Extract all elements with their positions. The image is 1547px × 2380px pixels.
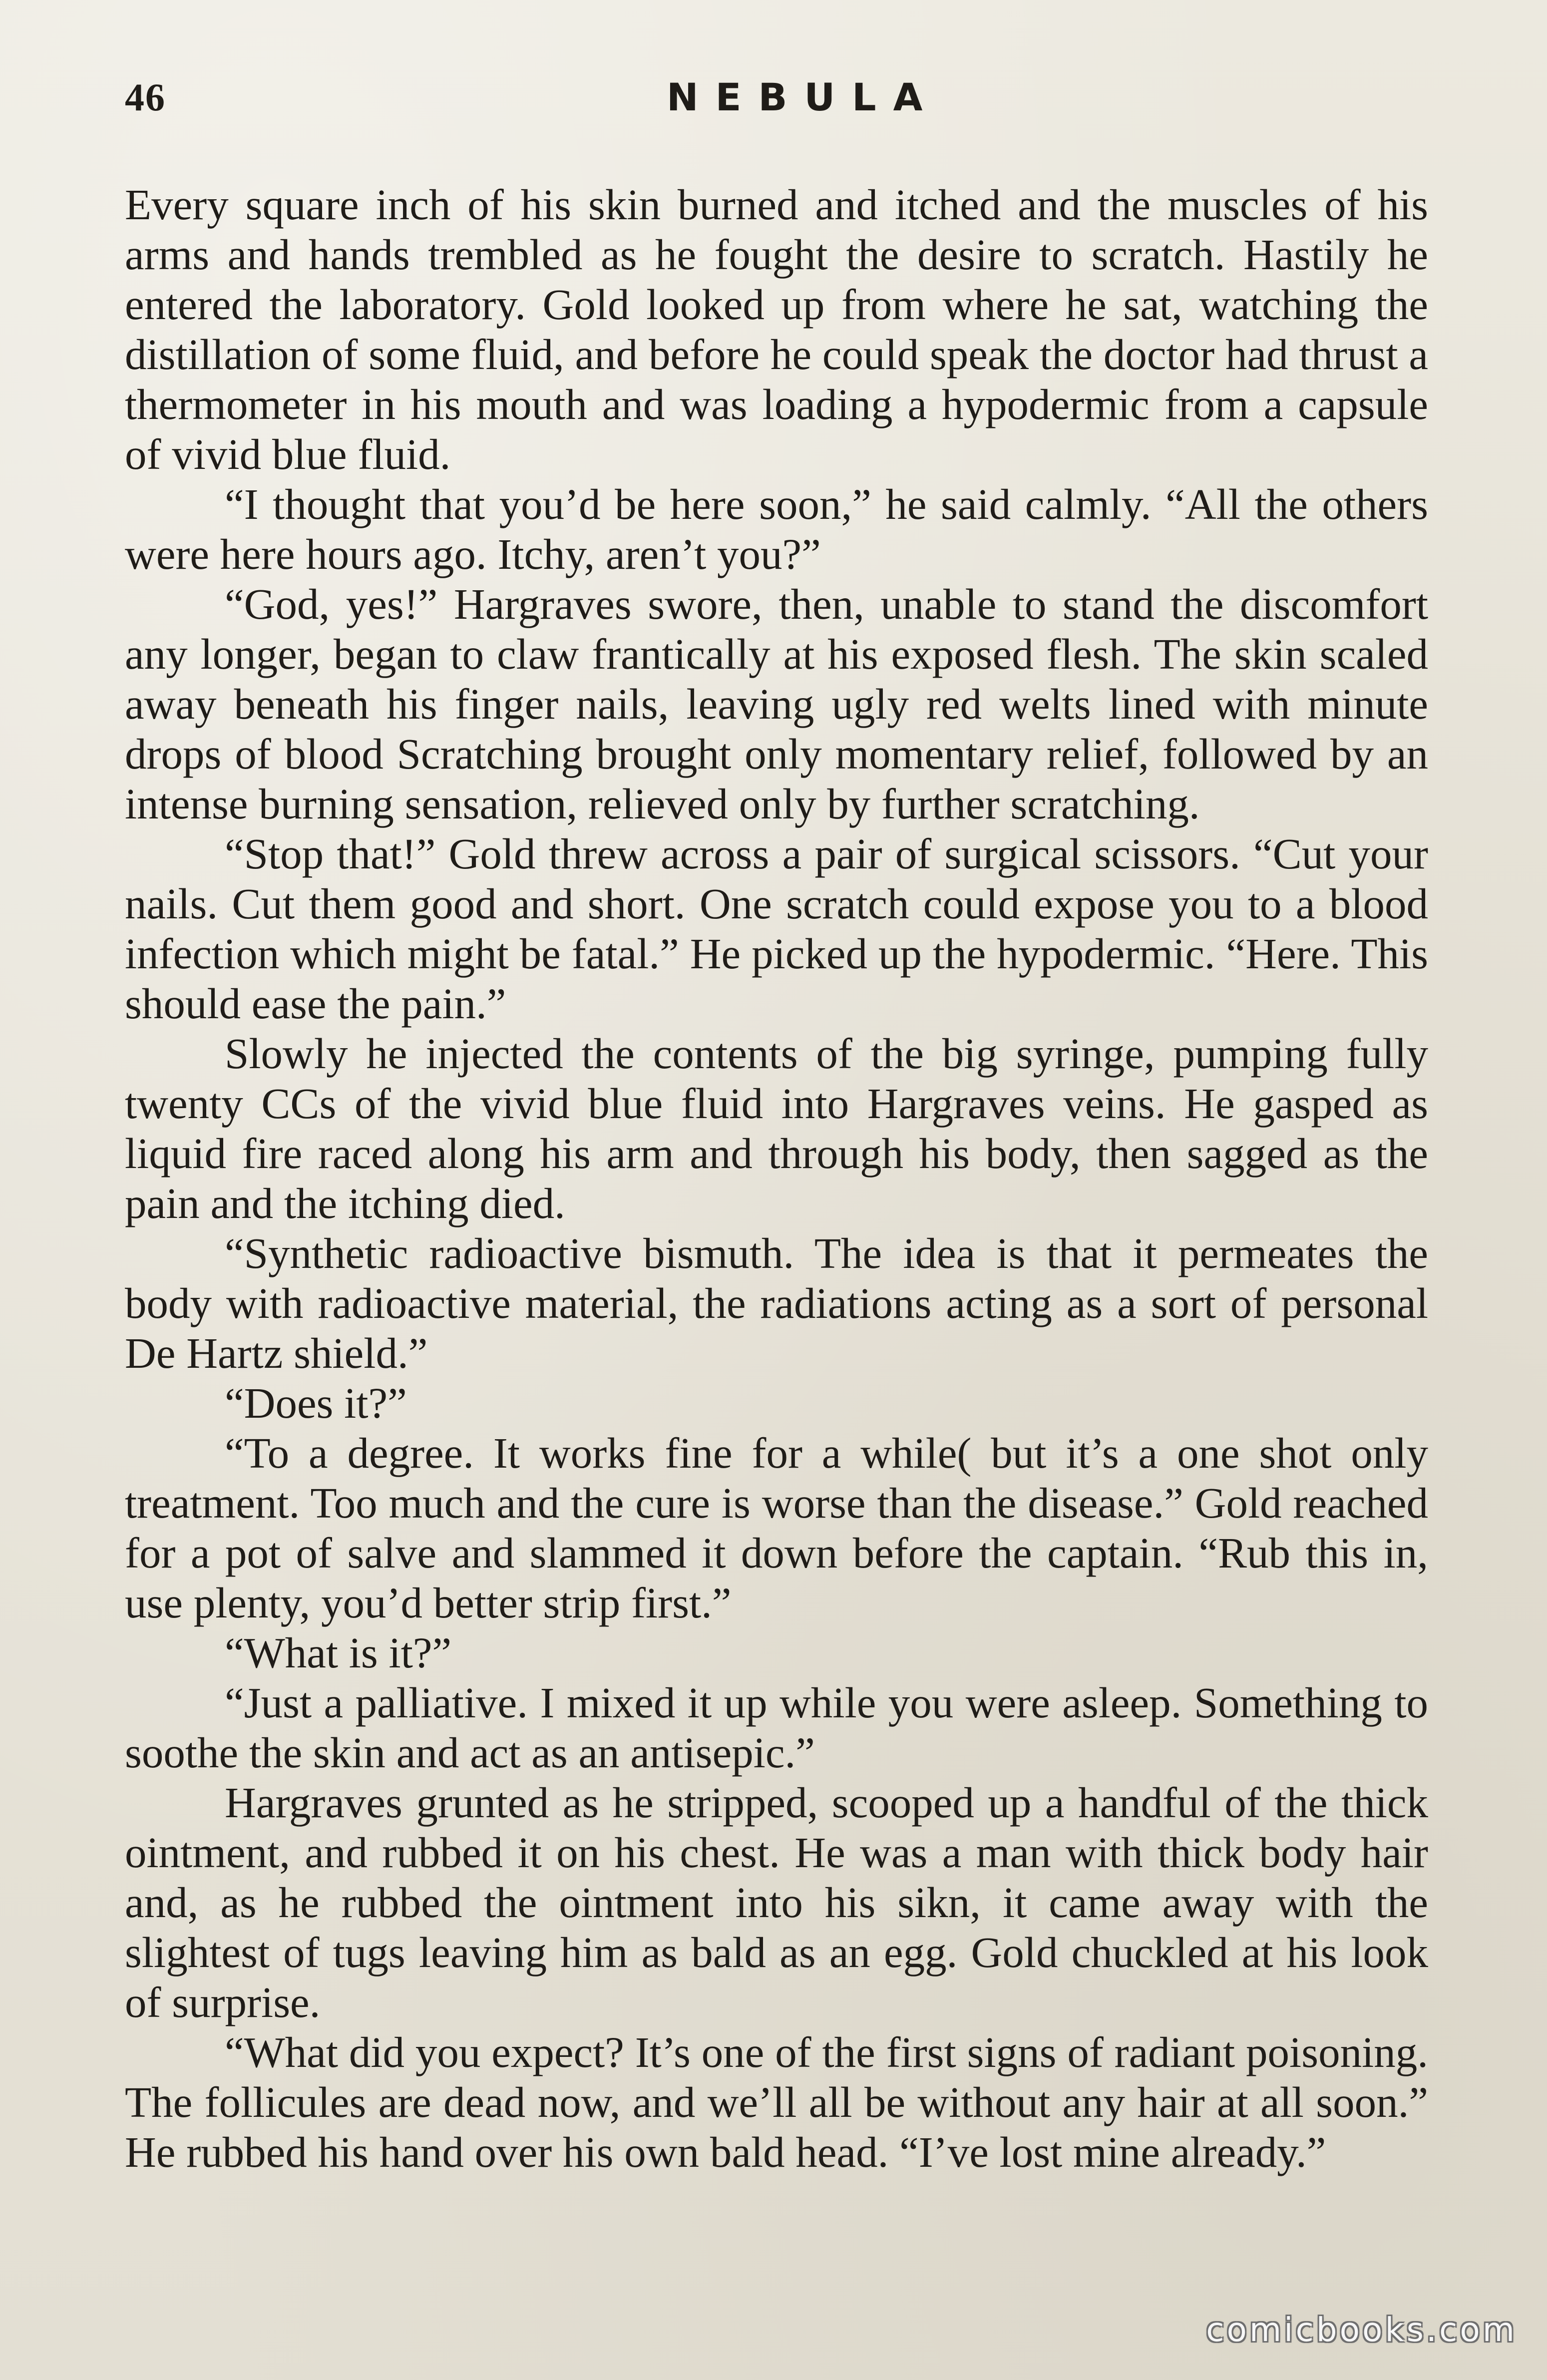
paragraph: Slowly he injected the contents of the big syringe, pumping fully twenty CCs of the vivid blue fluid into Hargraves veins. He gasped as liquid fire raced along his arm and through his body, then sagged as the pain and the itching died. [125, 1029, 1428, 1227]
paragraph: “I thought that you’d be here soon,” he said calmly. “All the others were here hours ago. Itchy, aren’t you?” [125, 480, 1428, 578]
paragraph: “God, yes!” Hargraves swore, then, unable to stand the discomfort any longer, began to claw frantically at his exposed flesh. The skin scaled away beneath his finger nails, leaving ugly red welts lined with minute drops of blood Scratching brought only momentary relief, followed by an intense burning sensation, relieved only by further scratching. [125, 580, 1428, 828]
watermark: comicbooks.com [1206, 2311, 1517, 2349]
paragraph: “Just a palliative. I mixed it up while you were asleep. Something to soothe the skin and act as an antisepic.” [125, 1678, 1428, 1777]
paragraph: “Stop that!” Gold threw across a pair of surgical scissors. “Cut your nails. Cut them good and short. One scratch could expose you to a blood infection which might be fatal.” He picked up the hypodermic. “Here. This should ease the pain.” [125, 829, 1428, 1028]
paragraph: “To a degree. It works fine for a while( but it’s a one shot only treatment. Too much and the cure is worse than the disease.” Gold reached for a pot of salve and slammed it down before the captain. “Rub this in, use plenty, you’d better strip first.” [125, 1429, 1428, 1627]
paragraph: “Synthetic radioactive bismuth. The idea is that it permeates the body with radioactive material, the radiations acting as a sort of personal De Hartz shield.” [125, 1229, 1428, 1377]
paragraph: “Does it?” [225, 1379, 407, 1427]
page-number: 46 [125, 75, 166, 119]
page-header [0, 75, 1547, 130]
body-text [125, 180, 1428, 2177]
running-head: NEBULA [667, 75, 940, 119]
paragraph: Hargraves grunted as he stripped, scooped up a handful of the thick ointment, and rubbed it on his chest. He was a man with thick body hair and, as he rubbed the ointment into his sikn, it came away with the slightest of tugs leaving him as bald as an egg. Gold chuckled at his look of surprise. [125, 1778, 1428, 2026]
paragraph: Every square inch of his skin burned and itched and the muscles of his arms and hands trembled as he fought the desire to scratch. Hastily he entered the laboratory. Gold looked up from where he sat, watching the distillation of some fluid, and before he could speak the doctor had thrust a thermometer in his mouth and was loading a hypodermic from a capsule of vivid blue fluid. [125, 180, 1428, 478]
paragraph: “What is it?” [225, 1628, 452, 1677]
paragraph: “What did you expect? It’s one of the first signs of radiant poisoning. The follicules are dead now, and we’ll all be without any hair at all soon.” He rubbed his hand over his own bald head. “I’ve lost mine already.” [125, 2028, 1428, 2176]
